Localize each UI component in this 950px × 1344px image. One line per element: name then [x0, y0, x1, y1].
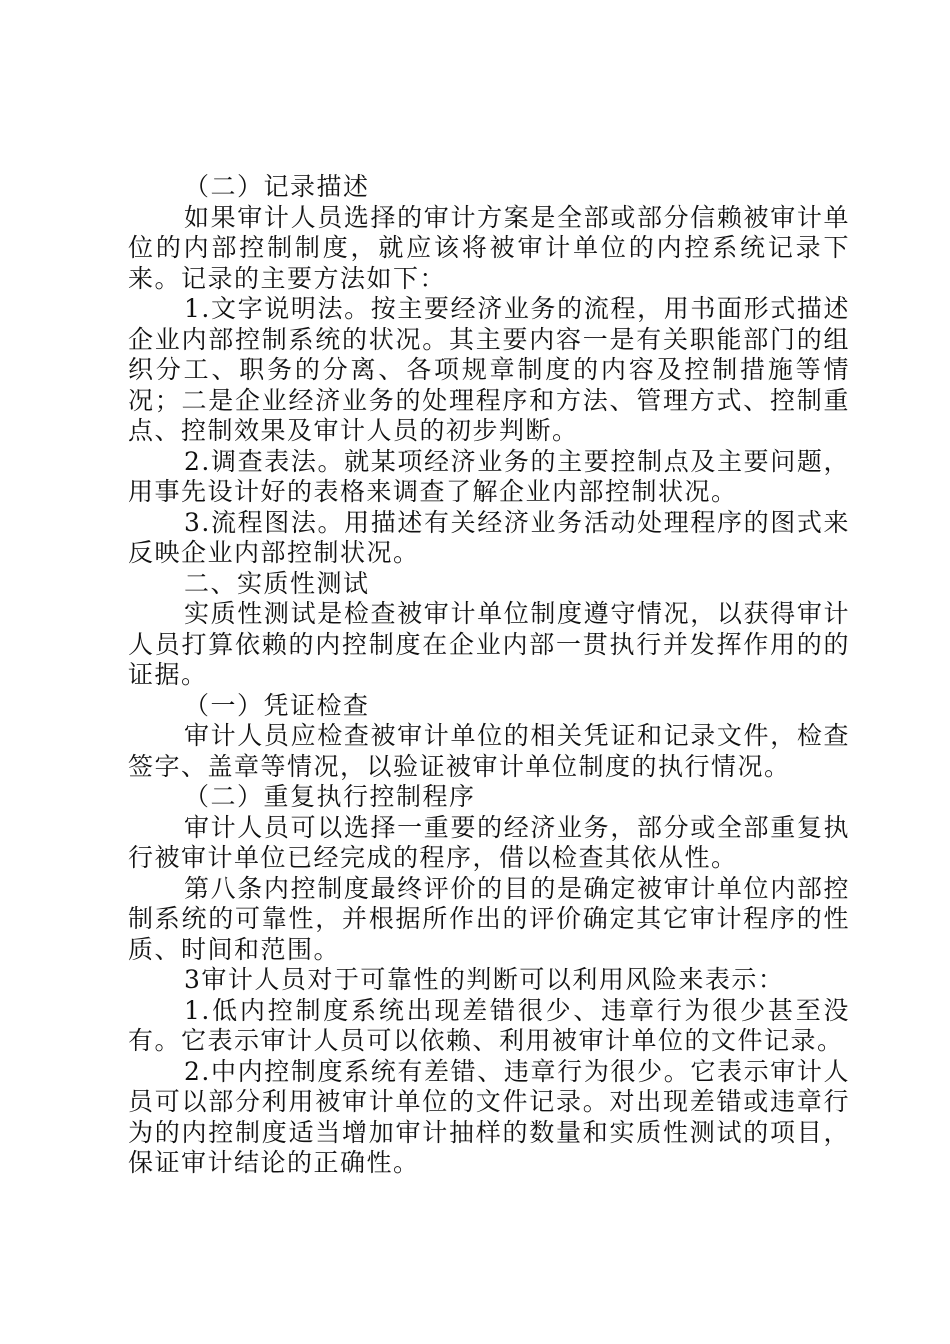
paragraph-survey-table-method: 2.调查表法。就某项经济业务的主要控制点及主要问题，用事先设计好的表格来调查了解企业内部控制状况。	[128, 446, 850, 506]
paragraph-record-intro: 如果审计人员选择的审计方案是全部或部分信赖被审计单位的内部控制制度，就应该将被审计单位的内控系统记录下来。记录的主要方法如下：	[128, 202, 850, 293]
section-heading-substantive-testing: 二、实质性测试	[184, 568, 370, 598]
section-heading-record-description: （二）记录描述	[184, 172, 370, 201]
paragraph-medium-risk: 2.中内控制度系统有差错、违章行为很少。它表示审计人员可以部分利用被审计单位的文件记录。对出现差错或违章行为的内控制度适当增加审计抽样的数量和实质性测试的项目，保证审计结论的正确性。	[128, 1056, 850, 1177]
paragraph-voucher-inspection: 审计人员应检查被审计单位的相关凭证和记录文件，检查签字、盖章等情况，以验证被审计单位制度的执行情况。	[128, 721, 850, 781]
paragraph-low-risk: 1.低内控制度系统出现差错很少、违章行为很少甚至没有。它表示审计人员可以依赖、利用被审计单位的文件记录。	[128, 995, 850, 1055]
paragraph-flowchart-method: 3.流程图法。用描述有关经济业务活动处理程序的图式来反映企业内部控制状况。	[128, 507, 850, 567]
paragraph-reliability-risk: 3审计人员对于可靠性的判断可以利用风险来表示：	[184, 965, 785, 994]
section-heading-reperform-controls: （二）重复执行控制程序	[184, 782, 476, 811]
section-heading-voucher-inspection: （一）凭证检查	[184, 690, 370, 720]
paragraph-reperform-controls: 审计人员可以选择一重要的经济业务，部分或全部重复执行被审计单位已经完成的程序，借以检查其依从性。	[128, 812, 850, 872]
document-page	[128, 172, 850, 1179]
paragraph-text-description-method: 1.文字说明法。按主要经济业务的流程，用书面形式描述企业内部控制系统的状况。其主要内容一是有关职能部门的组织分工、职务的分离、各项规章制度的内容及控制措施等情况；二是企业经济业务的处理程序和方法、管理方式、控制重点、控制效果及审计人员的初步判断。	[128, 294, 850, 445]
paragraph-article-eight: 第八条内控制度最终评价的目的是确定被审计单位内部控制系统的可靠性，并根据所作出的评价确定其它审计程序的性质、时间和范围。	[128, 873, 850, 964]
paragraph-substantive-testing: 实质性测试是检查被审计单位制度遵守情况，以获得审计人员打算依赖的内控制度在企业内部一贯执行并发挥作用的的证据。	[128, 599, 850, 689]
